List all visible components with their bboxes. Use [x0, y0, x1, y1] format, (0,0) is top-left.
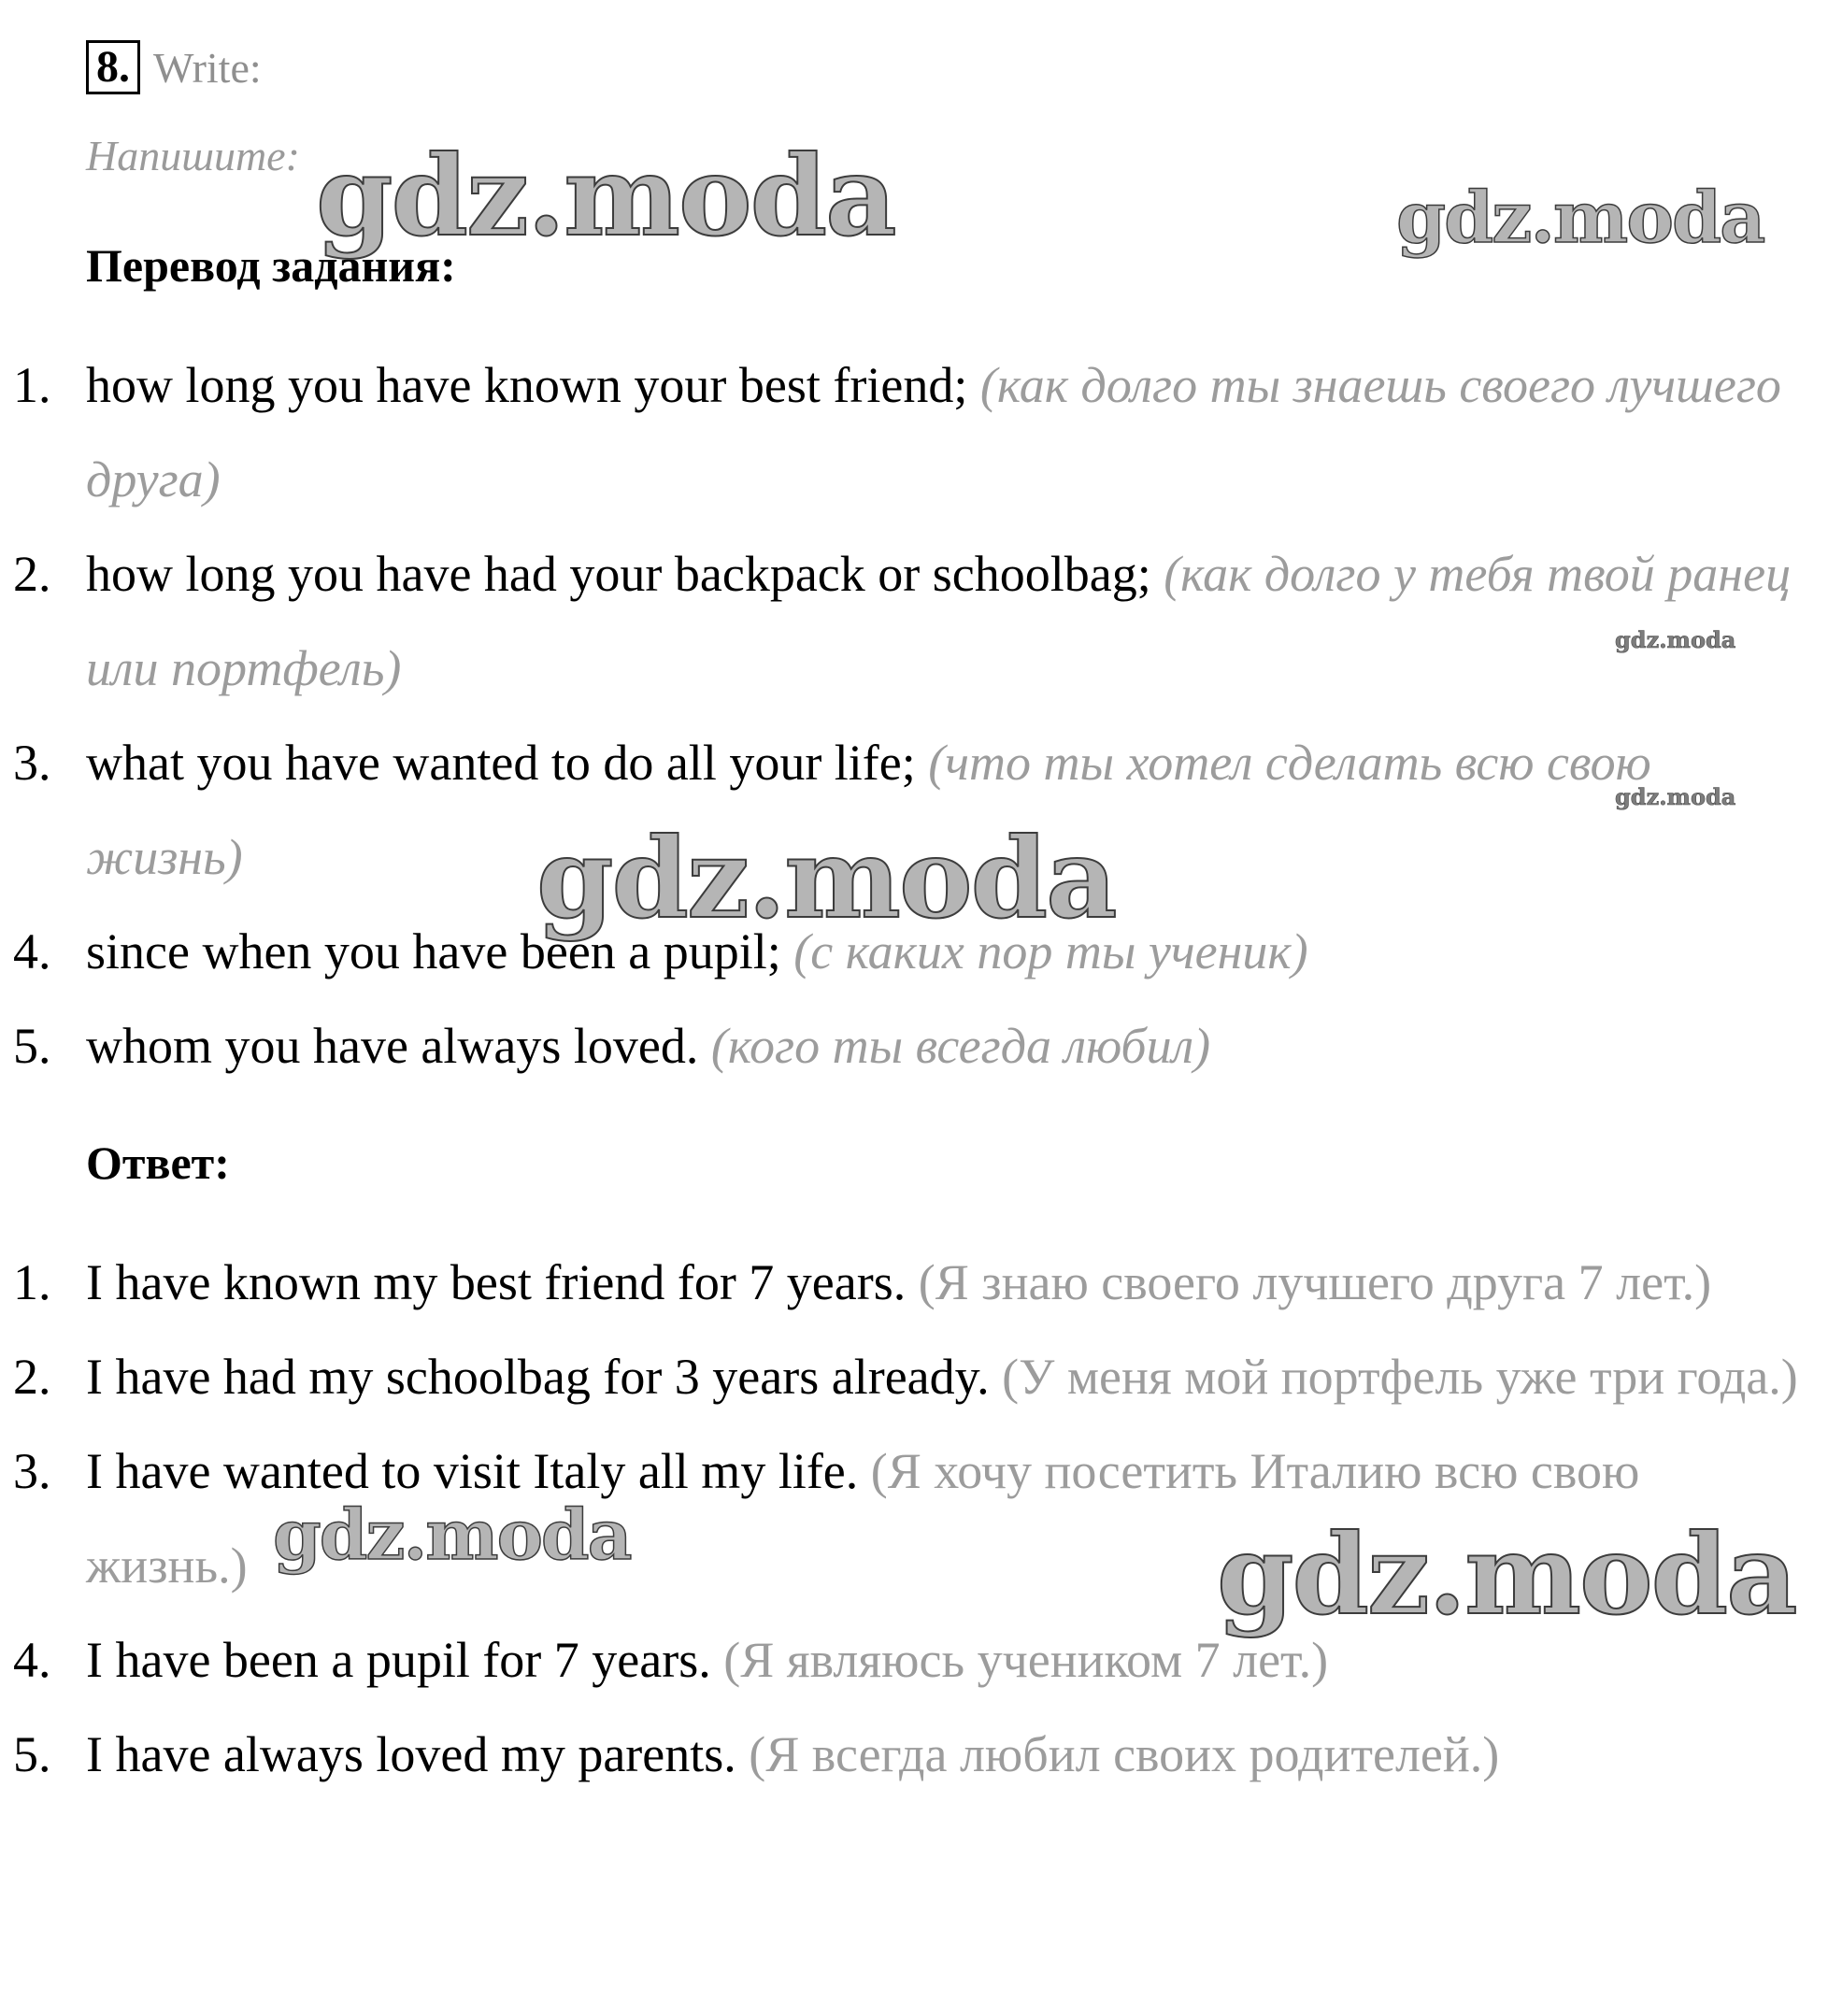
translation-section-title: Перевод задания:: [86, 239, 456, 292]
list-item: [0, 1613, 1828, 1708]
item-english: how long you have had your backpack or schoolbag;: [86, 546, 1151, 602]
item-translation: (кого ты всегда любил): [710, 1018, 1211, 1074]
list-item: [0, 527, 1828, 716]
item-number: 5.: [13, 1018, 51, 1074]
answer-section-title: Ответ:: [86, 1137, 230, 1189]
watermark: gdz.moda: [536, 813, 1116, 943]
item-number: 2.: [13, 546, 51, 602]
item-english: I have known my best friend for 7 years.: [86, 1254, 907, 1310]
watermark: gdz.moda: [1615, 626, 1736, 653]
task-instruction: Write:: [153, 43, 262, 92]
item-translation: (как долго ты знаешь своего лучшего друга): [86, 357, 1781, 508]
list-item: [0, 1236, 1828, 1330]
item-english: how long you have known your best friend;: [86, 357, 968, 413]
item-english: I have always loved my parents.: [86, 1726, 736, 1782]
task-header: [86, 39, 262, 95]
list-item: [0, 1708, 1828, 1802]
item-english: I have had my schoolbag for 3 years already.: [86, 1349, 990, 1405]
item-english: what you have wanted to do all your life;: [86, 735, 916, 791]
item-number: 1.: [13, 1254, 51, 1310]
task-instruction-translation: Напишите:: [86, 132, 300, 179]
item-translation: (что ты хотел сделать всю свою жизнь): [86, 735, 1651, 885]
watermark: gdz.moda: [316, 131, 895, 261]
item-number: 4.: [13, 923, 51, 979]
list-item: [0, 1330, 1828, 1424]
list-item: [0, 905, 1828, 999]
list-item: [0, 716, 1828, 905]
item-translation: (Я хочу посетить Италию всю свою жизнь.): [86, 1443, 1640, 1594]
item-number: 2.: [13, 1349, 51, 1405]
item-number: 3.: [13, 735, 51, 791]
item-translation: (Я знаю своего лучшего друга 7 лет.): [918, 1254, 1712, 1310]
watermark: gdz.moda: [1217, 1509, 1796, 1639]
translation-list: [0, 338, 1828, 1094]
item-english: I have been a pupil for 7 years.: [86, 1632, 711, 1688]
item-english: since when you have been a pupil;: [86, 923, 781, 979]
watermark: gdz.moda: [1396, 176, 1764, 259]
list-item: [0, 999, 1828, 1094]
item-translation: (с каких пор ты ученик): [793, 923, 1308, 979]
answer-list: [0, 1236, 1828, 1802]
task-number: 8.: [86, 40, 140, 94]
item-number: 3.: [13, 1443, 51, 1499]
item-translation: (У меня мой портфель уже три года.): [1002, 1349, 1798, 1405]
item-english: whom you have always loved.: [86, 1018, 699, 1074]
watermark: gdz.moda: [1615, 783, 1736, 810]
item-translation: (Я всегда любил своих родителей.): [749, 1726, 1500, 1782]
list-item: [0, 338, 1828, 527]
list-item: [0, 1424, 1828, 1613]
item-translation: (как долго у тебя твой ранец или портфель): [86, 546, 1792, 696]
item-english: I have wanted to visit Italy all my life.: [86, 1443, 859, 1499]
item-translation: (Я являюсь учеником 7 лет.): [723, 1632, 1329, 1688]
item-number: 5.: [13, 1726, 51, 1782]
item-number: 1.: [13, 357, 51, 413]
watermark: gdz.moda: [273, 1495, 631, 1576]
item-number: 4.: [13, 1632, 51, 1688]
